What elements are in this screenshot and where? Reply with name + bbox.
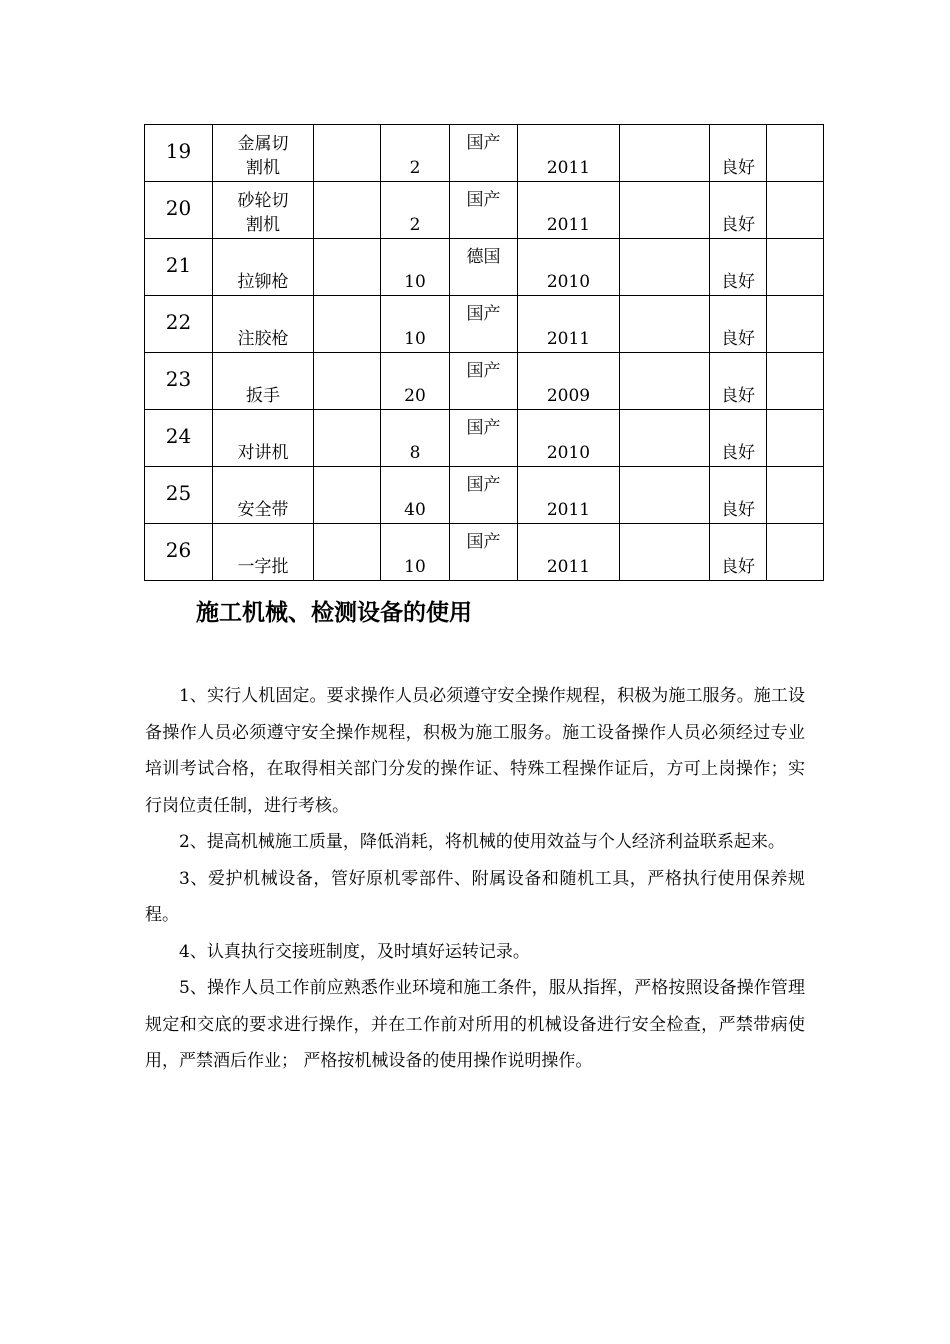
year-cell: 2011: [518, 467, 620, 524]
table-row: [145, 125, 824, 182]
row-number-cell: 23: [145, 353, 213, 410]
blank-cell: [314, 296, 381, 353]
year-cell: 2011: [518, 524, 620, 581]
year-cell: 2011: [518, 125, 620, 182]
blank-cell: [620, 182, 710, 239]
equipment-name-text: 砂轮切割机: [237, 191, 289, 235]
origin-cell: 国产: [450, 467, 518, 524]
origin-cell: 德国: [450, 239, 518, 296]
status-cell: 良好: [710, 125, 767, 182]
remark-cell: [767, 239, 824, 296]
equipment-name-text: 安全带: [237, 500, 289, 520]
blank-cell: [620, 524, 710, 581]
equipment-name-cell: [213, 467, 314, 524]
table-row: [145, 524, 824, 581]
origin-cell: 国产: [450, 353, 518, 410]
section-title: 施工机械、检测设备的使用: [196, 600, 472, 626]
paragraph-5: 5、操作人员工作前应熟悉作业环境和施工条件，服从指挥，严格按照设备操作管理规定和交底的要求进行操作，并在工作前对所用的机械设备进行安全检查，严禁带病使用，严禁酒后作业； 严格按机械设备的使用操作说明操作。: [145, 978, 805, 1071]
blank-cell: [620, 239, 710, 296]
blank-cell: [620, 467, 710, 524]
year-cell: 2009: [518, 353, 620, 410]
status-cell: 良好: [710, 410, 767, 467]
status-cell: 良好: [710, 353, 767, 410]
row-number-cell: 24: [145, 410, 213, 467]
equipment-name-text: 一字批: [237, 557, 289, 577]
row-number-cell: 25: [145, 467, 213, 524]
row-number-cell: 26: [145, 524, 213, 581]
table-row: [145, 182, 824, 239]
paragraph-1: 1、实行人机固定。要求操作人员必须遵守安全操作规程，积极为施工服务。施工设备操作人员必须遵守安全操作规程，积极为施工服务。施工设备操作人员必须经过专业培训考试合格，在取得相关部门分发的操作证、特殊工程操作证后，方可上岗操作；实行岗位责任制，进行考核。: [145, 686, 805, 816]
remark-cell: [767, 524, 824, 581]
status-cell: 良好: [710, 524, 767, 581]
blank-cell: [620, 296, 710, 353]
status-cell: 良好: [710, 296, 767, 353]
year-cell: 2011: [518, 182, 620, 239]
equipment-name-text: 对讲机: [237, 443, 289, 463]
section-body: [145, 678, 805, 1080]
paragraph-2: 2、提高机械施工质量，降低消耗，将机械的使用效益与个人经济利益联系起来。: [179, 832, 785, 852]
row-number-cell: 21: [145, 239, 213, 296]
row-number-cell: 19: [145, 125, 213, 182]
row-number-cell: 22: [145, 296, 213, 353]
table-row: [145, 467, 824, 524]
blank-cell: [314, 182, 381, 239]
row-number-cell: 20: [145, 182, 213, 239]
equipment-name-cell: [213, 239, 314, 296]
origin-cell: 国产: [450, 125, 518, 182]
status-cell: 良好: [710, 239, 767, 296]
blank-cell: [314, 239, 381, 296]
equipment-name-cell: [213, 296, 314, 353]
blank-cell: [620, 353, 710, 410]
equipment-name-cell: [213, 125, 314, 182]
origin-cell: 国产: [450, 296, 518, 353]
equipment-table: [144, 124, 824, 581]
remark-cell: [767, 410, 824, 467]
table-row: [145, 353, 824, 410]
blank-cell: [314, 524, 381, 581]
table-row: [145, 410, 824, 467]
year-cell: 2010: [518, 239, 620, 296]
quantity-cell: 10: [381, 524, 450, 581]
remark-cell: [767, 125, 824, 182]
quantity-cell: 2: [381, 182, 450, 239]
paragraph-3: 3、爱护机械设备，管好原机零部件、附属设备和随机工具，严格执行使用保养规程。: [145, 868, 805, 925]
equipment-name-text: 拉铆枪: [237, 272, 289, 292]
remark-cell: [767, 182, 824, 239]
origin-cell: 国产: [450, 182, 518, 239]
remark-cell: [767, 467, 824, 524]
blank-cell: [314, 125, 381, 182]
quantity-cell: 40: [381, 467, 450, 524]
year-cell: 2010: [518, 410, 620, 467]
remark-cell: [767, 296, 824, 353]
year-cell: 2011: [518, 296, 620, 353]
quantity-cell: 2: [381, 125, 450, 182]
origin-cell: 国产: [450, 410, 518, 467]
quantity-cell: 10: [381, 239, 450, 296]
blank-cell: [620, 410, 710, 467]
status-cell: 良好: [710, 467, 767, 524]
table-row: [145, 239, 824, 296]
remark-cell: [767, 353, 824, 410]
origin-cell: 国产: [450, 524, 518, 581]
blank-cell: [314, 410, 381, 467]
table-row: [145, 296, 824, 353]
equipment-table-body: [145, 125, 824, 581]
equipment-name-text: 扳手: [246, 386, 280, 406]
equipment-name-text: 金属切割机: [237, 134, 289, 178]
quantity-cell: 20: [381, 353, 450, 410]
equipment-name-cell: [213, 524, 314, 581]
equipment-name-cell: [213, 410, 314, 467]
blank-cell: [314, 467, 381, 524]
equipment-name-cell: [213, 353, 314, 410]
quantity-cell: 8: [381, 410, 450, 467]
equipment-name-cell: [213, 182, 314, 239]
paragraph-4: 4、认真执行交接班制度，及时填好运转记录。: [179, 941, 530, 962]
blank-cell: [314, 353, 381, 410]
blank-cell: [620, 125, 710, 182]
equipment-name-text: 注胶枪: [237, 329, 289, 349]
quantity-cell: 10: [381, 296, 450, 353]
status-cell: 良好: [710, 182, 767, 239]
